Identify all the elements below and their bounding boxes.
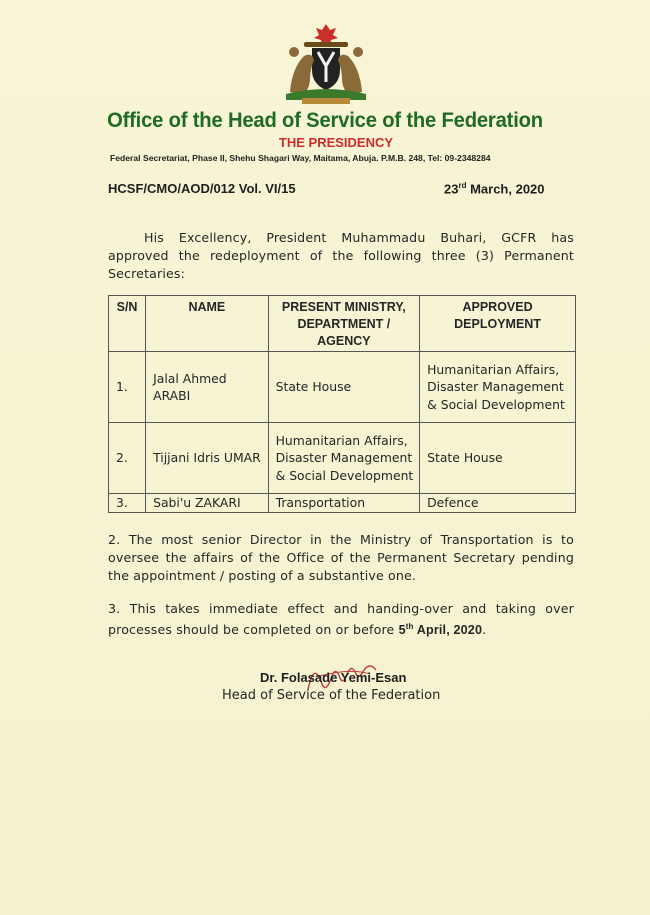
row-name: Tijjani Idris UMAR [146,423,269,494]
row-sn: 1. [109,352,146,423]
row-approved-deployment: State House [420,423,576,494]
presidency-subtitle: THE PRESIDENCY [278,135,394,150]
row-approved-deployment: Humanitarian Affairs, Disaster Management & Social Development [420,352,576,423]
table-row [109,352,576,423]
row-name: Jalal Ahmed ARABI [146,352,269,423]
deadline-date [399,623,483,637]
row-approved-deployment: Defence [420,494,576,513]
paragraph-3 [108,600,574,639]
row-present-ministry: Humanitarian Affairs, Disaster Management & Social Development [268,423,420,494]
header-approved-deployment: APPROVED DEPLOYMENT [420,296,576,352]
row-present-ministry: Transportation [268,494,420,513]
letterhead-address: Federal Secretariat, Phase II, Shehu Shagari Way, Maitama, Abuja. P.M.B. 248, Tel: 09-2348284 [110,153,491,163]
header-sn: S/N [109,296,146,352]
table-row [109,423,576,494]
signatory-name: Dr. Folasade Yemi-Esan [260,670,407,685]
deadline-suffix: th [405,622,414,631]
office-title: Office of the Head of Service of the Federation [107,108,543,132]
signatory-title: Head of Service of the Federation [222,688,441,703]
header-name: NAME [146,296,269,352]
opening-paragraph: His Excellency, President Muhammadu Buhari, GCFR has approved the redeployment of the following three (3) Permanent Secretaries: [108,230,574,281]
date-day: 23 [444,181,459,197]
paragraph-3-text: 3. This takes immediate effect and handing-over and taking over processes should be completed on or before [108,601,574,638]
date-rest: March, 2020 [466,181,545,197]
table-header-row [109,296,576,352]
row-sn: 2. [109,423,146,494]
reference-number: HCSF/CMO/AOD/012 Vol. VI/15 [108,181,296,196]
coat-of-arms-icon [280,22,372,106]
deadline-day: 5 [398,623,406,638]
row-name: Sabi'u ZAKARI [146,494,269,513]
table-row [109,494,576,513]
date-suffix: rd [458,181,467,190]
header-present-ministry: PRESENT MINISTRY, DEPARTMENT / AGENCY [268,296,420,352]
paragraph-2: 2. The most senior Director in the Ministry of Transportation is to oversee the affairs of the Office of the Permanent Secretary pending the appointment / posting of a substantive one. [108,532,574,583]
row-sn: 3. [109,494,146,513]
deadline-rest: April, 2020 [413,623,483,638]
row-present-ministry: State House [268,352,420,423]
letter-date [444,181,545,196]
paragraph-3-end: . [482,622,487,638]
redeployment-table [108,295,576,513]
